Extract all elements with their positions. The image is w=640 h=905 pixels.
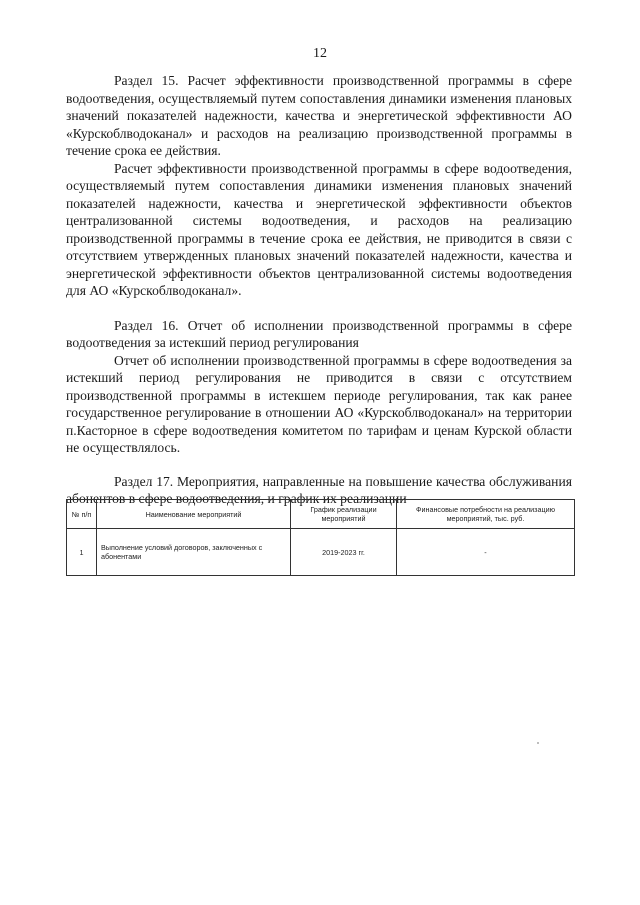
cell-schedule: 2019-2023 гг. bbox=[291, 529, 397, 576]
spacer bbox=[66, 300, 572, 317]
header-schedule: График реализации мероприятий bbox=[291, 500, 397, 529]
spacer bbox=[66, 457, 572, 473]
section-15-body: Расчет эффективности производственной программы в сфере водоотведения, осуществляемый путем сопоставления динамики изменения плановых значений показателей надежности, качества и энергетической эффективности объектов централизованной системы водоотведения, и расходов на реализацию производственной программы в течение срока ее действия, не приводится в связи с отсутствием утвержденных плановых значений показателей надежности, качества и энергетической эффективности объектов централизованной системы водоотведения для АО «Курскоблводоканал». bbox=[66, 160, 572, 298]
section-16-title: Раздел 16. Отчет об исполнении производственной программы в сфере водоотведения за истекший период регулирования bbox=[66, 317, 572, 350]
page-number: 12 bbox=[313, 46, 327, 61]
section-16-body: Отчет об исполнении производственной программы в сфере водоотведения за истекший период регулирования не приводится в связи с отсутствием производственной программы в истекшем периоде регулирования, так как ранее государственное регулирование в отношении АО «Курскоблводоканал» на территории п.Касторное в сфере водоотведения комитетом по тарифам и ценам Курской области не осуществлялось. bbox=[66, 352, 572, 455]
cell-num: 1 bbox=[67, 529, 97, 576]
header-name: Наименование мероприятий bbox=[97, 500, 291, 529]
header-num: № п/п bbox=[67, 500, 97, 529]
document-body bbox=[66, 72, 572, 508]
events-table bbox=[66, 499, 575, 576]
scan-speck bbox=[537, 742, 539, 744]
section-15-title: Раздел 15. Расчет эффективности производственной программы в сфере водоотведения, осуществляемый путем сопоставления динамики изменения плановых значений показателей надежности, качества и энергетической эффективности АО «Курскоблводоканал» и расходов на реализацию производственной программы в течение срока ее действия. bbox=[66, 73, 572, 158]
section-17-title: Раздел 17. Мероприятия, направленные на повышение качества обслуживания абонентов в сфере водоотведения, и график их реализации bbox=[66, 473, 572, 506]
cell-finance: - bbox=[397, 529, 575, 576]
table-row bbox=[67, 529, 575, 576]
header-finance: Финансовые потребности на реализацию мероприятий, тыс. руб. bbox=[397, 500, 575, 529]
table-header-row bbox=[67, 500, 575, 529]
cell-name: Выполнение условий договоров, заключенных с абонентами bbox=[97, 529, 291, 576]
